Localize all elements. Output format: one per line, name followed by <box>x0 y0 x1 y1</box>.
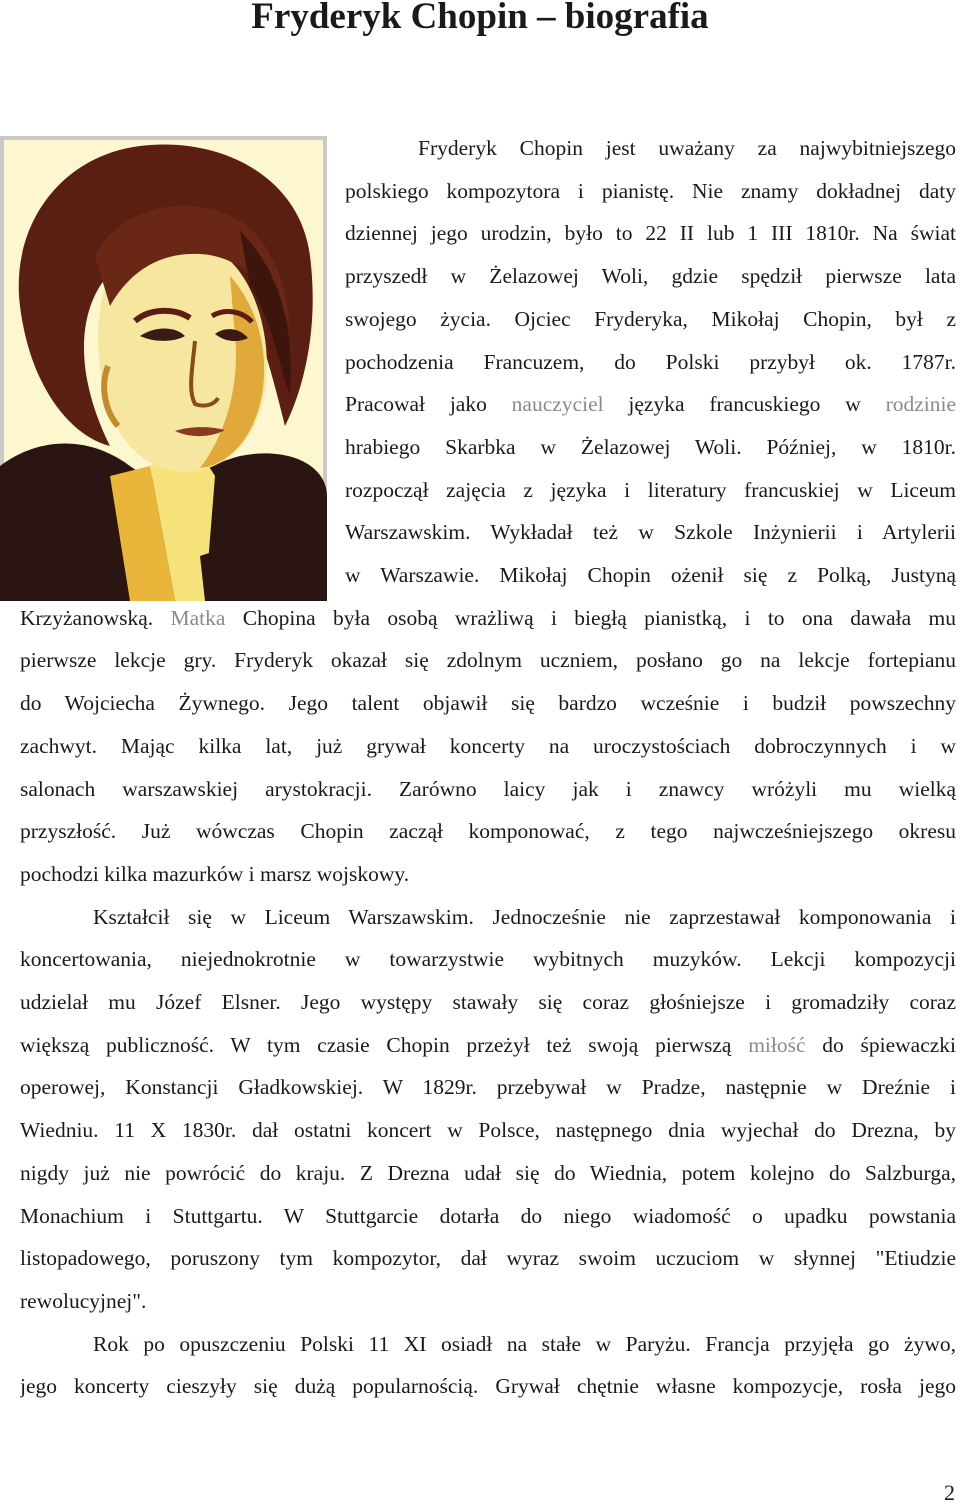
text-line <box>20 1280 956 1323</box>
text-segment: do Wojciecha Żywnego. Jego talent objawił się bardzo wcześnie i budził powszechny <box>20 691 956 716</box>
text-segment: przyszedł w Żelazowej Woli, gdzie spędził pierwsze lata <box>345 264 956 289</box>
text-segment: nigdy już nie powrócić do kraju. Z Drezna udał się do Wiednia, potem kolejno do Salzburga, <box>20 1160 956 1185</box>
chopin-portrait <box>0 136 327 601</box>
highlighted-term: nauczyciel <box>511 392 604 417</box>
text-segment: Kształcił się w Liceum Warszawskim. Jednocześnie nie zaprzestawał komponowania i <box>93 904 956 929</box>
text-line <box>20 1024 956 1067</box>
text-line <box>20 1066 956 1109</box>
text-segment: dziennej jego urodzin, było to 22 II lub 1 III 1810r. Na świat <box>345 221 956 246</box>
text-segment: operowej, Konstancji Gładkowskiej. W 1829r. przebywał w Pradze, następnie w Dreźnie i <box>20 1075 956 1100</box>
text-line <box>20 981 956 1024</box>
text-line <box>345 212 956 255</box>
text-line <box>20 1195 956 1238</box>
text-line <box>20 682 956 725</box>
text-segment: pochodzi kilka mazurków i marsz wojskowy. <box>20 861 410 886</box>
text-line <box>20 1109 956 1152</box>
text-line <box>20 896 956 939</box>
text-segment: w Warszawie. Mikołaj Chopin ożenił się z Polką, Justyną <box>345 563 956 587</box>
text-line <box>345 554 956 597</box>
text-segment: polskiego kompozytora i pianistę. Nie znamy dokładnej daty <box>345 178 956 203</box>
text-line <box>345 341 956 384</box>
text-line <box>20 853 956 896</box>
text-segment: koncertowania, niejednokrotnie w towarzystwie wybitnych muzyków. Lekcji kompozycji <box>20 947 956 972</box>
text-segment: Wiedniu. 11 X 1830r. dał ostatni koncert w Polsce, następnego dnia wyjechał do Drezna, by <box>20 1118 956 1143</box>
text-line <box>20 810 956 853</box>
text-segment: języka francuskiego w <box>603 392 886 417</box>
page-number: 2 <box>944 1480 955 1505</box>
text-line <box>20 768 956 811</box>
highlighted-term: rodzinie <box>885 392 956 417</box>
text-line <box>20 639 956 682</box>
text-segment: hrabiego Skarbka w Żelazowej Woli. Później, w 1810r. <box>345 434 956 459</box>
page-title: Fryderyk Chopin – biografia <box>251 0 709 37</box>
text-line <box>20 725 956 768</box>
highlighted-term: Matka <box>170 605 226 630</box>
text-line <box>20 1237 956 1280</box>
text-segment: jego koncerty cieszyły się dużą popularnością. Grywał chętnie własne kompozycje, rosła jego <box>20 1374 956 1399</box>
text-line <box>345 255 956 298</box>
text-line <box>20 938 956 981</box>
text-line <box>345 511 956 554</box>
text-segment: rozpoczął zajęcia z języka i literatury francuskiej w Liceum <box>345 477 956 502</box>
text-segment: przyszłość. Już wówczas Chopin zaczął komponować, z tego najwcześniejszego okresu <box>20 819 956 844</box>
text-segment: swojego życia. Ojciec Fryderyka, Mikołaj Chopin, był z <box>345 306 956 331</box>
text-line <box>345 127 956 170</box>
text-segment: Pracował jako <box>345 392 512 417</box>
text-line <box>20 1323 956 1366</box>
highlighted-term: miłość <box>748 1032 806 1057</box>
text-segment: do śpiewaczki <box>805 1032 956 1057</box>
text-segment: pierwsze lekcje gry. Fryderyk okazał się zdolnym uczniem, posłano go na lekcje fortepianu <box>20 648 956 673</box>
text-line <box>345 170 956 213</box>
text-segment: udzielał mu Józef Elsner. Jego występy stawały się coraz głośniejsze i gromadziły coraz <box>20 990 956 1014</box>
text-segment: Warszawskim. Wykładał też w Szkole Inżynierii i Artylerii <box>345 520 956 545</box>
text-line <box>345 426 956 469</box>
text-line <box>20 1365 956 1408</box>
text-line <box>345 298 956 341</box>
text-line <box>345 383 956 426</box>
text-segment: rewolucyjnej". <box>20 1288 147 1313</box>
text-segment: zachwyt. Mając kilka lat, już grywał koncerty na uroczystościach dobroczynnych i w <box>20 733 956 758</box>
text-segment: salonach warszawskiej arystokracji. Zarówno laicy jak i znawcy wróżyli mu wielką <box>20 776 956 801</box>
text-segment: pochodzenia Francuzem, do Polski przybył ok. 1787r. <box>345 349 956 374</box>
text-segment: Monachium i Stuttgartu. W Stuttgarcie dotarła do niego wiadomość o upadku powstania <box>20 1203 956 1228</box>
text-segment: Chopina była osobą wrażliwą i biegłą pianistką, i to ona dawała mu <box>225 605 956 630</box>
text-line <box>20 1152 956 1195</box>
text-segment: większą publiczność. W tym czasie Chopin przeżył też swoją pierwszą <box>20 1032 749 1057</box>
text-segment: Fryderyk Chopin jest uważany za najwybitniejszego <box>418 136 956 160</box>
text-segment: Rok po opuszczeniu Polski 11 XI osiadł na stałe w Paryżu. Francja przyjęła go żywo, <box>93 1331 956 1356</box>
text-line <box>20 597 956 640</box>
text-line <box>345 469 956 512</box>
text-segment: listopadowego, poruszony tym kompozytor, dał wyraz swoim uczuciom w słynnej "Etiudzie <box>20 1246 956 1271</box>
text-segment: Krzyżanowską. <box>20 605 171 630</box>
